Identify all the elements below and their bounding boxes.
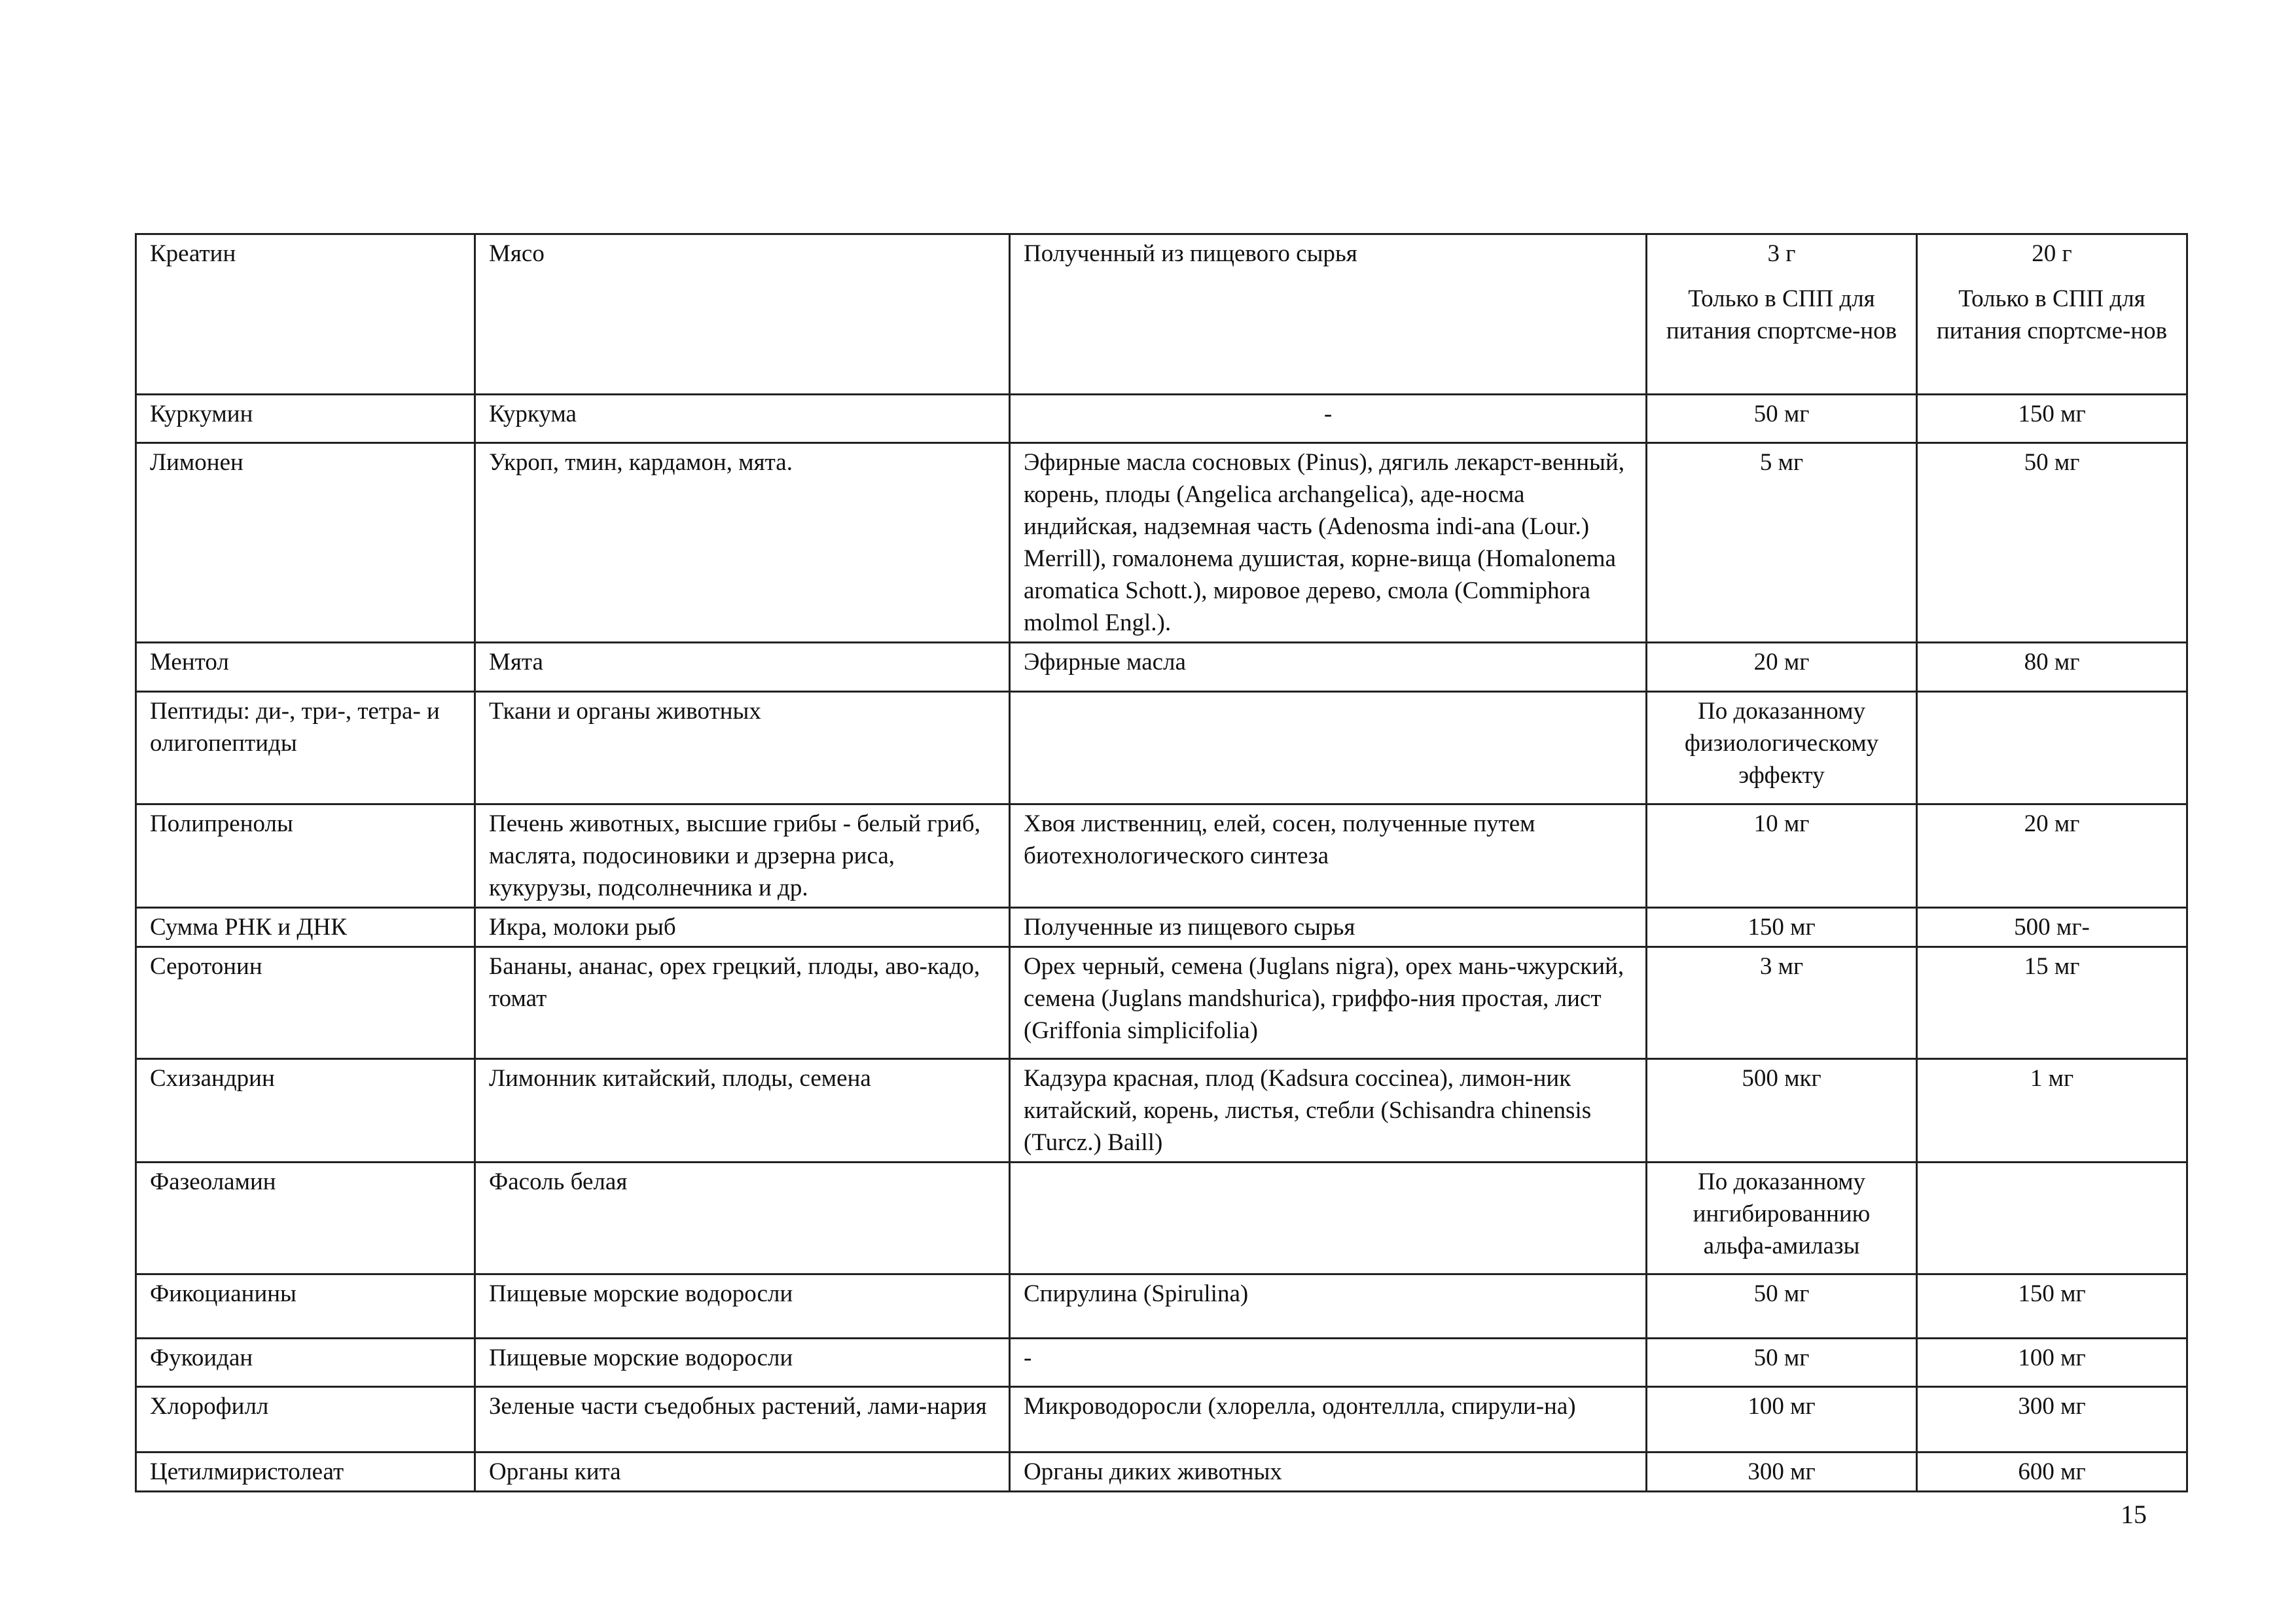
cell-substance-name: Схизандрин: [136, 1059, 475, 1163]
cell-other-source: -: [1010, 395, 1647, 443]
table-row: [136, 1387, 2187, 1453]
cell-adequate-level: [1647, 908, 1917, 947]
cell-adequate-level-line: 100 мг: [1748, 1393, 1816, 1420]
cell-substance-name: Ментол: [136, 643, 475, 692]
cell-other-source: Спирулина (Spirulina): [1010, 1274, 1647, 1339]
cell-adequate-level-line: 50 мг: [1753, 1344, 1810, 1371]
cell-food-source: Пищевые морские водоросли: [475, 1274, 1010, 1339]
cell-upper-level: [1917, 804, 2187, 908]
cell-other-source: Органы диких животных: [1010, 1453, 1647, 1492]
cell-food-source: Мясо: [475, 234, 1010, 395]
table-row: [136, 643, 2187, 692]
cell-substance-name: Лимонен: [136, 443, 475, 643]
cell-upper-level-line: 150 мг: [2018, 1280, 2086, 1307]
table-row: [136, 1339, 2187, 1387]
cell-substance-name: Серотонин: [136, 947, 475, 1059]
cell-substance-name: Креатин: [136, 234, 475, 395]
cell-adequate-level-line: 3 г: [1767, 240, 1796, 267]
cell-other-source: Полученные из пищевого сырья: [1010, 908, 1647, 947]
cell-upper-level: [1917, 234, 2187, 395]
cell-other-source: Микроводоросли (хлорелла, одонтеллла, спирули-на): [1010, 1387, 1647, 1453]
cell-upper-level: [1917, 1163, 2187, 1274]
table-row: [136, 1163, 2187, 1274]
cell-adequate-level-line: По доказанному физиологическому эффекту: [1684, 698, 1879, 789]
cell-food-source: Печень животных, высшие грибы - белый гриб, маслята, подосиновики и дрзерна риса, кукурузы, подсолнечника и др.: [475, 804, 1010, 908]
cell-adequate-level: [1647, 1163, 1917, 1274]
cell-adequate-level: [1647, 692, 1917, 804]
cell-adequate-level: [1647, 1453, 1917, 1492]
cell-other-source: Эфирные масла сосновых (Pinus), дягиль лекарст-венный, корень, плоды (Angelica archangelica), аде-носма индийская, надземная часть (Adenosma indi-ana (Lour.) Merrill), гомалонема душистая, корне-вища (Homalonema aromatica Schott.), мировое дерево, смола (Commiphora molmol Engl.).: [1010, 443, 1647, 643]
table-body: [136, 234, 2187, 1492]
cell-upper-level-line: Только в СПП для питания спортсме-нов: [1936, 285, 2168, 344]
cell-upper-level: [1917, 1387, 2187, 1453]
cell-adequate-level-line: 150 мг: [1748, 914, 1816, 941]
cell-upper-level: [1917, 443, 2187, 643]
cell-substance-name: Фукоидан: [136, 1339, 475, 1387]
cell-other-source: [1010, 692, 1647, 804]
cell-food-source: Куркума: [475, 395, 1010, 443]
cell-adequate-level-line: По доказанному ингибированнию альфа-амилазы: [1693, 1168, 1871, 1259]
cell-food-source: Мята: [475, 643, 1010, 692]
cell-upper-level: [1917, 908, 2187, 947]
cell-upper-level: [1917, 947, 2187, 1059]
cell-other-source: -: [1010, 1339, 1647, 1387]
cell-adequate-level-line: 500 мкг: [1742, 1065, 1821, 1092]
cell-upper-level-line: 20 мг: [2024, 810, 2080, 837]
cell-upper-level-line: 500 мг-: [2014, 914, 2090, 941]
table-row: [136, 1059, 2187, 1163]
cell-food-source: Укроп, тмин, кардамон, мята.: [475, 443, 1010, 643]
cell-upper-level-line: 80 мг: [2024, 649, 2080, 676]
cell-adequate-level: [1647, 1059, 1917, 1163]
cell-other-source: Полученный из пищевого сырья: [1010, 234, 1647, 395]
cell-upper-level-line: 20 г: [2032, 240, 2072, 267]
cell-adequate-level: [1647, 1274, 1917, 1339]
cell-food-source: Бананы, ананас, орех грецкий, плоды, аво-кадо, томат: [475, 947, 1010, 1059]
cell-upper-level: [1917, 1453, 2187, 1492]
cell-upper-level-line: 300 мг: [2018, 1393, 2086, 1420]
table-row: [136, 692, 2187, 804]
cell-substance-name: Сумма РНК и ДНК: [136, 908, 475, 947]
cell-adequate-level-line: 5 мг: [1759, 449, 1804, 476]
table-row: [136, 234, 2187, 395]
cell-food-source: Пищевые морские водоросли: [475, 1339, 1010, 1387]
cell-upper-level: [1917, 643, 2187, 692]
table-row: [136, 1453, 2187, 1492]
table-row: [136, 1274, 2187, 1339]
cell-adequate-level: [1647, 1339, 1917, 1387]
cell-adequate-level: [1647, 395, 1917, 443]
cell-adequate-level: [1647, 1387, 1917, 1453]
cell-adequate-level: [1647, 443, 1917, 643]
cell-substance-name: Хлорофилл: [136, 1387, 475, 1453]
page-number: 15: [2121, 1500, 2147, 1529]
cell-adequate-level-line: 300 мг: [1748, 1458, 1816, 1485]
cell-substance-name: Куркумин: [136, 395, 475, 443]
cell-upper-level: [1917, 1059, 2187, 1163]
table-row: [136, 443, 2187, 643]
table-row: [136, 395, 2187, 443]
cell-food-source: Ткани и органы животных: [475, 692, 1010, 804]
cell-adequate-level-line: 10 мг: [1753, 810, 1810, 837]
cell-upper-level-line: 100 мг: [2018, 1344, 2086, 1371]
cell-adequate-level-line: 3 мг: [1759, 953, 1804, 980]
cell-food-source: Фасоль белая: [475, 1163, 1010, 1274]
cell-other-source: [1010, 1163, 1647, 1274]
cell-food-source: Икра, молоки рыб: [475, 908, 1010, 947]
cell-food-source: Зеленые части съедобных растений, лами-нария: [475, 1387, 1010, 1453]
cell-substance-name: Фикоцианины: [136, 1274, 475, 1339]
cell-upper-level: [1917, 1274, 2187, 1339]
cell-other-source: Эфирные масла: [1010, 643, 1647, 692]
cell-upper-level: [1917, 1339, 2187, 1387]
cell-adequate-level: [1647, 947, 1917, 1059]
cell-upper-level-line: 1 мг: [2030, 1065, 2074, 1092]
cell-substance-name: Полипренолы: [136, 804, 475, 908]
cell-adequate-level-line: 50 мг: [1753, 1280, 1810, 1307]
cell-upper-level: [1917, 692, 2187, 804]
cell-upper-level-line: 50 мг: [2024, 449, 2080, 476]
cell-upper-level: [1917, 395, 2187, 443]
cell-adequate-level-line: 20 мг: [1753, 649, 1810, 676]
cell-other-source: Хвоя лиственниц, елей, сосен, полученные путем биотехнологического синтеза: [1010, 804, 1647, 908]
cell-upper-level-line: 15 мг: [2024, 953, 2080, 980]
ingredients-table: [135, 233, 2188, 1492]
table-row: [136, 947, 2187, 1059]
cell-food-source: Лимонник китайский, плоды, семена: [475, 1059, 1010, 1163]
cell-adequate-level: [1647, 804, 1917, 908]
cell-adequate-level-line: Только в СПП для питания спортсме-нов: [1666, 285, 1897, 344]
cell-substance-name: Пептиды: ди-, три-, тетра- и олигопептиды: [136, 692, 475, 804]
cell-other-source: Орех черный, семена (Juglans nigra), орех мань-чжурский, семена (Juglans mandshurica), гриффо-ния простая, лист (Griffonia simplicifolia): [1010, 947, 1647, 1059]
cell-substance-name: Фазеоламин: [136, 1163, 475, 1274]
cell-adequate-level: [1647, 234, 1917, 395]
cell-adequate-level: [1647, 643, 1917, 692]
cell-food-source: Органы кита: [475, 1453, 1010, 1492]
cell-other-source: Кадзура красная, плод (Kadsura coccinea), лимон-ник китайский, корень, листья, стебли (Schisandra chinensis (Turcz.) Baill): [1010, 1059, 1647, 1163]
cell-upper-level-line: 150 мг: [2018, 401, 2086, 427]
cell-adequate-level-line: 50 мг: [1753, 401, 1810, 427]
table-row: [136, 804, 2187, 908]
table-row: [136, 908, 2187, 947]
cell-substance-name: Цетилмиристолеат: [136, 1453, 475, 1492]
cell-upper-level-line: 600 мг: [2018, 1458, 2086, 1485]
